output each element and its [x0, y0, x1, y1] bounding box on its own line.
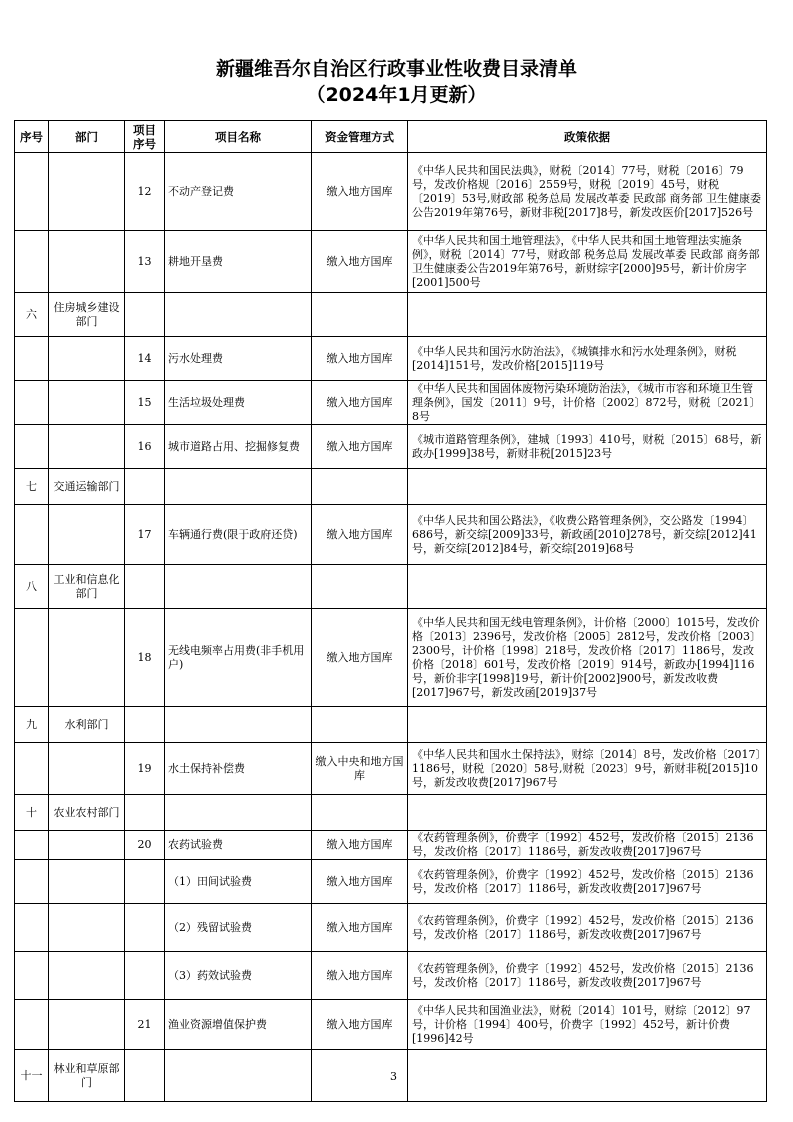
- table-row: [15, 609, 767, 707]
- row-fund-mgmt: [312, 469, 408, 505]
- row-dept: [49, 505, 125, 565]
- row-policy-basis: 《中华人民共和国民法典》，财税〔2014〕77号，财税〔2016〕79号，发改价格规〔2016〕2559号，财税〔2019〕45号，财税〔2019〕53号,财政部 税务总局 发展改革委 民政部 商务部 卫生健康委公告2019年第76号，新财非税[2017]8号，新发改医价[2017]526号: [408, 153, 767, 231]
- row-fund-mgmt: 缴入地方国库: [312, 952, 408, 1000]
- row-dept: [49, 609, 125, 707]
- row-item-no: 18: [125, 609, 165, 707]
- header-dept: 部门: [49, 121, 125, 153]
- header-item-name: 项目名称: [165, 121, 312, 153]
- row-policy-basis: 《农药管理条例》，价费字〔1992〕452号，发改价格〔2015〕2136号，发改价格〔2017〕1186号，新发改收费[2017]967号: [408, 860, 767, 904]
- row-item-no: 17: [125, 505, 165, 565]
- row-fund-mgmt: 缴入中央和地方国库: [312, 743, 408, 795]
- row-dept: 水利部门: [49, 707, 125, 743]
- header-seq: 序号: [15, 121, 49, 153]
- row-policy-basis: [408, 707, 767, 743]
- row-item-no: [125, 707, 165, 743]
- table-row: [15, 565, 767, 609]
- row-dept: [49, 381, 125, 425]
- row-fund-mgmt: 缴入地方国库: [312, 153, 408, 231]
- row-policy-basis: 《中华人民共和国水土保持法》，财综〔2014〕8号，发改价格〔2017〕1186号，财税〔2020〕58号,财税〔2023〕9号，新财非税[2015]10号，新发改收费[2017]967号: [408, 743, 767, 795]
- row-fund-mgmt: 缴入地方国库: [312, 860, 408, 904]
- table-body: [15, 153, 767, 1102]
- row-seq: [15, 860, 49, 904]
- row-item-no: 15: [125, 381, 165, 425]
- table-row: [15, 425, 767, 469]
- row-item-no: [125, 795, 165, 831]
- row-policy-basis: 《农药管理条例》，价费字〔1992〕452号，发改价格〔2015〕2136号，发改价格〔2017〕1186号，新发改收费[2017]967号: [408, 904, 767, 952]
- table-row: [15, 831, 767, 860]
- row-item-name: 耕地开垦费: [165, 231, 312, 293]
- table-row: [15, 293, 767, 337]
- row-dept: [49, 337, 125, 381]
- row-policy-basis: [408, 795, 767, 831]
- header-fund-mgmt: 资金管理方式: [312, 121, 408, 153]
- row-item-name: 生活垃圾处理费: [165, 381, 312, 425]
- row-item-name: （2）残留试验费: [165, 904, 312, 952]
- row-fund-mgmt: [312, 293, 408, 337]
- row-item-name: 车辆通行费(限于政府还贷): [165, 505, 312, 565]
- header-item-no: 项目序号: [125, 121, 165, 153]
- row-item-name: 不动产登记费: [165, 153, 312, 231]
- row-policy-basis: 《中华人民共和国公路法》，《收费公路管理条例》，交公路发〔1994〕686号，新交综[2009]33号，新政函[2010]278号，新交综[2012]41号，新交综[2012]84号，新交综[2019]68号: [408, 505, 767, 565]
- row-policy-basis: [408, 469, 767, 505]
- row-dept: 工业和信息化部门: [49, 565, 125, 609]
- fee-catalog-table: [14, 120, 767, 1102]
- row-seq: [15, 153, 49, 231]
- row-seq: [15, 904, 49, 952]
- row-item-no: 20: [125, 831, 165, 860]
- row-seq: 七: [15, 469, 49, 505]
- row-dept: [49, 425, 125, 469]
- row-seq: 十一: [15, 1050, 49, 1102]
- row-fund-mgmt: 缴入地方国库: [312, 904, 408, 952]
- row-item-no: 16: [125, 425, 165, 469]
- document-title: 新疆维吾尔自治区行政事业性收费目录清单: [215, 58, 577, 80]
- row-seq: [15, 231, 49, 293]
- row-item-no: [125, 904, 165, 952]
- row-seq: [15, 1000, 49, 1050]
- row-fund-mgmt: [312, 795, 408, 831]
- table-header-row: [15, 121, 767, 153]
- table-row: [15, 860, 767, 904]
- row-fund-mgmt: 缴入地方国库: [312, 337, 408, 381]
- row-item-name: （1）田间试验费: [165, 860, 312, 904]
- row-fund-mgmt: 缴入地方国库: [312, 231, 408, 293]
- row-item-no: 13: [125, 231, 165, 293]
- row-fund-mgmt: [312, 707, 408, 743]
- header-basis: 政策依据: [408, 121, 767, 153]
- row-item-name: [165, 293, 312, 337]
- row-dept: [49, 831, 125, 860]
- row-item-name: [165, 565, 312, 609]
- table-row: [15, 231, 767, 293]
- row-item-name: [165, 795, 312, 831]
- row-dept: [49, 153, 125, 231]
- row-item-no: [125, 1050, 165, 1102]
- row-fund-mgmt: 缴入地方国库: [312, 505, 408, 565]
- table-row: [15, 337, 767, 381]
- row-item-no: 12: [125, 153, 165, 231]
- row-item-no: 14: [125, 337, 165, 381]
- document-subtitle: （2024年1月更新）: [306, 84, 487, 106]
- row-item-no: [125, 293, 165, 337]
- row-seq: [15, 505, 49, 565]
- table-row: [15, 743, 767, 795]
- row-fund-mgmt: 缴入地方国库: [312, 831, 408, 860]
- row-item-name: 污水处理费: [165, 337, 312, 381]
- row-seq: [15, 381, 49, 425]
- page-number: 3: [390, 1070, 397, 1083]
- row-dept: [49, 952, 125, 1000]
- row-item-name: （3）药效试验费: [165, 952, 312, 1000]
- table-row: [15, 505, 767, 565]
- row-item-name: 农药试验费: [165, 831, 312, 860]
- row-fund-mgmt: 缴入地方国库: [312, 1000, 408, 1050]
- row-item-no: [125, 469, 165, 505]
- row-item-no: [125, 565, 165, 609]
- table-row: [15, 1000, 767, 1050]
- row-dept: [49, 860, 125, 904]
- row-policy-basis: 《城市道路管理条例》，建城〔1993〕410号，财税〔2015〕68号，新政办[1999]38号，新财非税[2015]23号: [408, 425, 767, 469]
- row-policy-basis: 《中华人民共和国渔业法》，财税〔2014〕101号，财综〔2012〕97号，计价格〔1994〕400号，价费字〔1992〕452号，新计价费[1996]42号: [408, 1000, 767, 1050]
- row-dept: 农业农村部门: [49, 795, 125, 831]
- row-seq: [15, 952, 49, 1000]
- table-row: [15, 381, 767, 425]
- row-item-name: [165, 707, 312, 743]
- row-policy-basis: 《中华人民共和国固体废物污染环境防治法》，《城市市容和环境卫生管理条例》，国发〔2011〕9号，计价格〔2002〕872号，财税〔2021〕8号: [408, 381, 767, 425]
- table-row: [15, 153, 767, 231]
- row-policy-basis: 《农药管理条例》，价费字〔1992〕452号，发改价格〔2015〕2136号，发改价格〔2017〕1186号，新发改收费[2017]967号: [408, 952, 767, 1000]
- row-dept: [49, 743, 125, 795]
- row-item-no: 21: [125, 1000, 165, 1050]
- row-seq: 九: [15, 707, 49, 743]
- row-item-name: 无线电频率占用费(非手机用户): [165, 609, 312, 707]
- row-item-no: [125, 860, 165, 904]
- row-seq: [15, 337, 49, 381]
- row-item-no: 19: [125, 743, 165, 795]
- row-item-name: [165, 469, 312, 505]
- row-dept: 林业和草原部门: [49, 1050, 125, 1102]
- row-dept: [49, 231, 125, 293]
- row-seq: 十: [15, 795, 49, 831]
- row-fund-mgmt: 缴入地方国库: [312, 609, 408, 707]
- row-dept: [49, 904, 125, 952]
- row-item-name: 城市道路占用、挖掘修复费: [165, 425, 312, 469]
- row-fund-mgmt: 缴入地方国库: [312, 425, 408, 469]
- row-dept: 交通运输部门: [49, 469, 125, 505]
- row-dept: [49, 1000, 125, 1050]
- row-fund-mgmt: 缴入地方国库: [312, 381, 408, 425]
- row-item-name: 渔业资源增值保护费: [165, 1000, 312, 1050]
- row-seq: [15, 609, 49, 707]
- row-policy-basis: 《中华人民共和国土地管理法》，《中华人民共和国土地管理法实施条例》，财税〔2014〕77号，财政部 税务总局 发展改革委 民政部 商务部 卫生健康委公告2019年第76号，新财综字[2000]95号，新计价房字[2001]500号: [408, 231, 767, 293]
- row-seq: [15, 425, 49, 469]
- table-row: [15, 952, 767, 1000]
- row-fund-mgmt: [312, 565, 408, 609]
- row-seq: 六: [15, 293, 49, 337]
- row-item-no: [125, 952, 165, 1000]
- row-item-name: [165, 1050, 312, 1102]
- row-dept: 住房城乡建设部门: [49, 293, 125, 337]
- row-item-name: 水土保持补偿费: [165, 743, 312, 795]
- row-policy-basis: 《农药管理条例》，价费字〔1992〕452号，发改价格〔2015〕2136号，发改价格〔2017〕1186号，新发改收费[2017]967号: [408, 831, 767, 860]
- row-seq: 八: [15, 565, 49, 609]
- row-seq: [15, 831, 49, 860]
- table-row: [15, 469, 767, 505]
- row-policy-basis: [408, 1050, 767, 1102]
- table-row: [15, 795, 767, 831]
- table-row: [15, 904, 767, 952]
- row-policy-basis: [408, 293, 767, 337]
- row-policy-basis: 《中华人民共和国污水防治法》，《城镇排水和污水处理条例》，财税[2014]151号，发改价格[2015]119号: [408, 337, 767, 381]
- row-policy-basis: [408, 565, 767, 609]
- row-seq: [15, 743, 49, 795]
- row-policy-basis: 《中华人民共和国无线电管理条例》，计价格〔2000〕1015号，发改价格〔2013〕2396号，发改价格〔2005〕2812号，发改价格〔2003〕2300号，计价格〔1998〕218号，发改价格〔2017〕1186号，发改价格〔2018〕601号，发改价格〔2019〕914号，新政办[1994]116号，新价非字[1998]19号，新计价[2002]900号，新发改收费[2017]967号，新发改函[2019]37号: [408, 609, 767, 707]
- table-row: [15, 707, 767, 743]
